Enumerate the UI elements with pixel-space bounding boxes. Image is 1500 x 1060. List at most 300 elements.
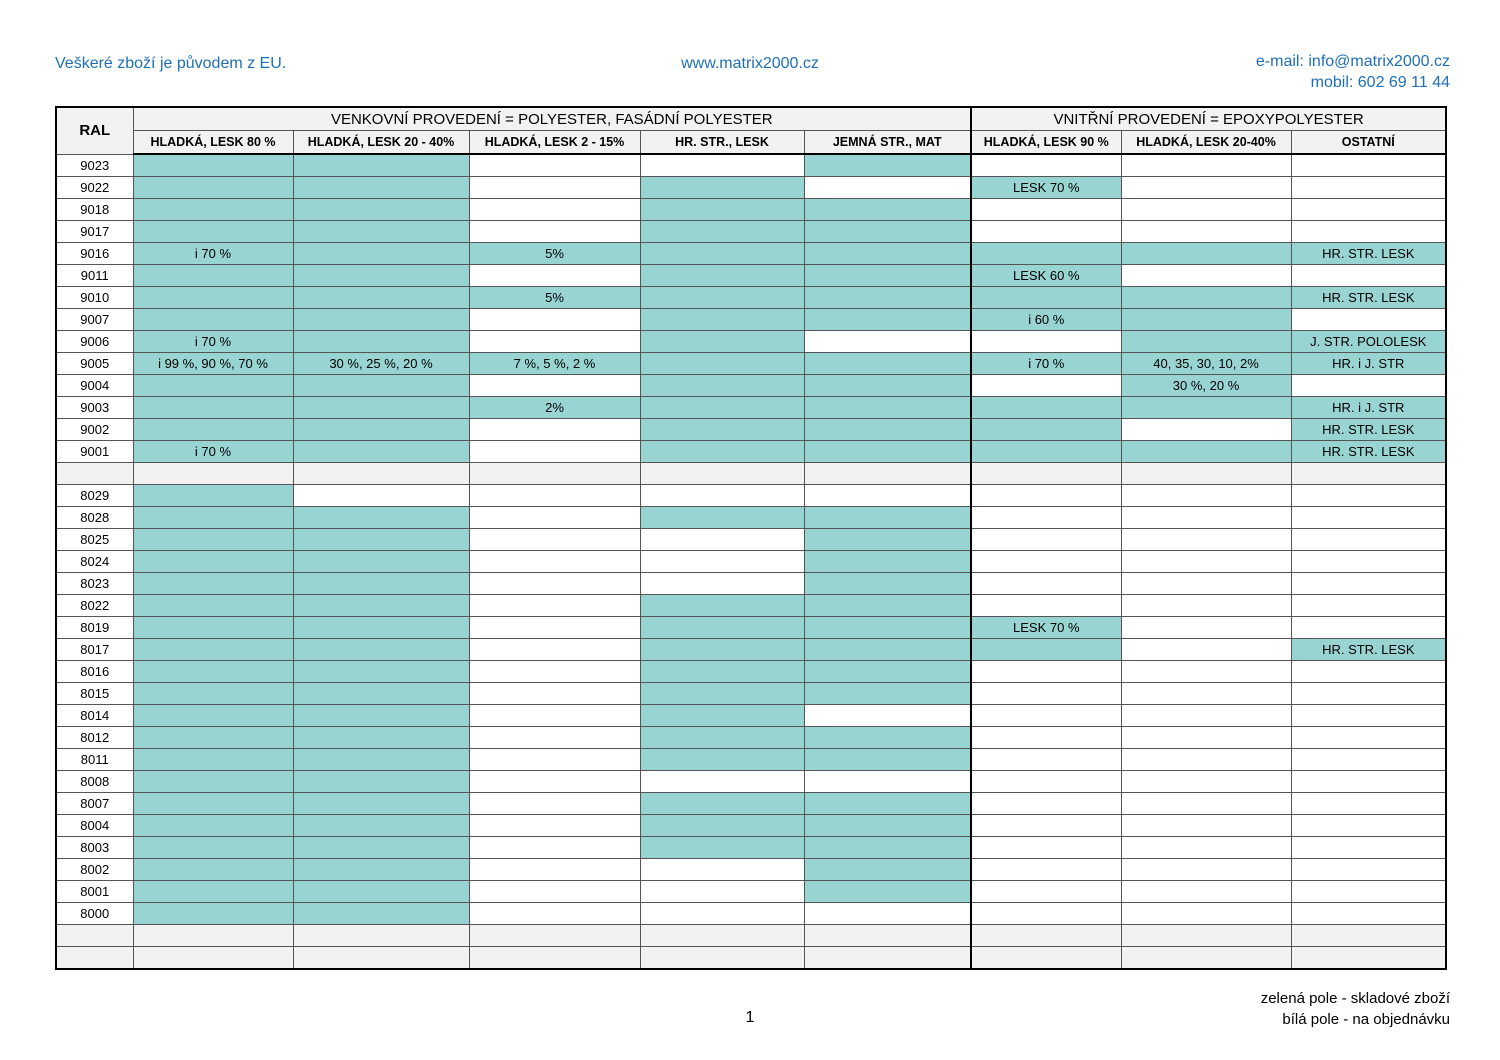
table-cell — [469, 507, 640, 529]
table-cell — [469, 859, 640, 881]
table-cell: i 70 % — [133, 331, 293, 353]
table-cell — [293, 727, 469, 749]
table-cell — [1291, 859, 1446, 881]
table-cell — [971, 837, 1121, 859]
table-row — [56, 551, 1446, 573]
ral-code: 9010 — [56, 287, 133, 309]
ral-code: 8007 — [56, 793, 133, 815]
table-cell — [1121, 463, 1291, 485]
table-cell — [293, 441, 469, 463]
table-cell — [1121, 727, 1291, 749]
table-cell — [1121, 265, 1291, 287]
table-cell — [804, 485, 971, 507]
table-cell — [640, 573, 804, 595]
table-row — [56, 507, 1446, 529]
table-cell — [640, 837, 804, 859]
table-cell — [640, 463, 804, 485]
table-cell — [971, 749, 1121, 771]
table-cell — [293, 419, 469, 441]
ral-code: 9004 — [56, 375, 133, 397]
table-cell — [971, 793, 1121, 815]
table-cell — [469, 485, 640, 507]
ral-code: 8002 — [56, 859, 133, 881]
table-cell — [971, 815, 1121, 837]
ral-availability-table — [55, 106, 1447, 970]
table-row — [56, 661, 1446, 683]
table-cell — [293, 837, 469, 859]
ral-code: 8014 — [56, 705, 133, 727]
table-cell — [133, 265, 293, 287]
table-cell — [971, 771, 1121, 793]
table-cell — [804, 859, 971, 881]
table-cell — [640, 551, 804, 573]
table-cell — [293, 771, 469, 793]
table-cell — [293, 617, 469, 639]
table-row — [56, 925, 1446, 947]
table-cell — [804, 154, 971, 177]
table-cell — [469, 617, 640, 639]
ral-code: 8011 — [56, 749, 133, 771]
table-cell: 30 %, 20 % — [1121, 375, 1291, 397]
table-cell — [293, 595, 469, 617]
table-cell — [804, 903, 971, 925]
table-cell — [133, 617, 293, 639]
table-cell — [1291, 309, 1446, 331]
table-cell — [293, 375, 469, 397]
ral-code: 8024 — [56, 551, 133, 573]
table-cell — [1121, 595, 1291, 617]
table-cell — [971, 925, 1121, 947]
table-cell — [1291, 727, 1446, 749]
table-cell — [469, 595, 640, 617]
ral-code: 8000 — [56, 903, 133, 925]
table-cell — [293, 331, 469, 353]
table-cell — [293, 947, 469, 970]
table-row — [56, 463, 1446, 485]
table-cell — [1121, 859, 1291, 881]
table-cell — [804, 925, 971, 947]
ral-code — [56, 925, 133, 947]
table-cell — [469, 903, 640, 925]
table-cell — [971, 881, 1121, 903]
table-cell — [1291, 154, 1446, 177]
table-row — [56, 573, 1446, 595]
table-cell — [640, 705, 804, 727]
ral-code: 8019 — [56, 617, 133, 639]
table-cell — [133, 947, 293, 970]
table-cell — [293, 265, 469, 287]
table-cell — [469, 815, 640, 837]
table-cell: i 60 % — [971, 309, 1121, 331]
table-cell — [971, 485, 1121, 507]
table-cell — [640, 485, 804, 507]
table-cell: i 70 % — [971, 353, 1121, 375]
table-cell — [293, 925, 469, 947]
ral-code: 8001 — [56, 881, 133, 903]
table-cell — [971, 551, 1121, 573]
table-row — [56, 243, 1446, 265]
table-cell — [293, 199, 469, 221]
table-cell — [1291, 881, 1446, 903]
table-cell — [469, 881, 640, 903]
table-cell — [640, 199, 804, 221]
table-cell — [469, 793, 640, 815]
table-row — [56, 749, 1446, 771]
ral-code: 9022 — [56, 177, 133, 199]
table-cell — [804, 815, 971, 837]
table-cell: 30 %, 25 %, 20 % — [293, 353, 469, 375]
table-cell — [804, 705, 971, 727]
table-cell — [469, 551, 640, 573]
table-cell — [971, 639, 1121, 661]
table-cell — [133, 375, 293, 397]
table-cell — [469, 925, 640, 947]
table-cell: i 99 %, 90 %, 70 % — [133, 353, 293, 375]
table-cell — [133, 154, 293, 177]
table-row — [56, 309, 1446, 331]
table-cell — [293, 859, 469, 881]
table-cell — [469, 661, 640, 683]
table-cell — [469, 375, 640, 397]
table-cell — [804, 353, 971, 375]
table-cell — [804, 529, 971, 551]
table-cell — [804, 441, 971, 463]
table-row — [56, 771, 1446, 793]
table-cell — [640, 925, 804, 947]
table-cell — [1121, 881, 1291, 903]
table-cell — [133, 463, 293, 485]
header-website: www.matrix2000.cz — [681, 55, 819, 72]
table-cell — [804, 199, 971, 221]
table-cell — [1291, 595, 1446, 617]
ral-code: 9007 — [56, 309, 133, 331]
table-cell — [293, 661, 469, 683]
table-cell — [1121, 947, 1291, 970]
table-cell — [804, 749, 971, 771]
table-cell — [469, 265, 640, 287]
table-cell — [640, 529, 804, 551]
table-cell — [1121, 221, 1291, 243]
table-cell — [1291, 947, 1446, 970]
column-header: HLADKÁ, LESK 2 - 15% — [469, 131, 640, 155]
header-origin-note: Veškeré zboží je původem z EU. — [55, 55, 287, 72]
table-cell — [971, 419, 1121, 441]
table-cell — [804, 419, 971, 441]
ral-code: 8028 — [56, 507, 133, 529]
ral-code: 8029 — [56, 485, 133, 507]
table-cell — [1121, 573, 1291, 595]
table-cell — [133, 815, 293, 837]
table-cell — [293, 221, 469, 243]
table-cell — [804, 837, 971, 859]
table-row — [56, 221, 1446, 243]
table-cell: 40, 35, 30, 10, 2% — [1121, 353, 1291, 375]
ral-code: 9023 — [56, 154, 133, 177]
column-header: HLADKÁ, LESK 80 % — [133, 131, 293, 155]
table-cell — [133, 551, 293, 573]
table-cell — [133, 837, 293, 859]
ral-code: 9006 — [56, 331, 133, 353]
header-contact — [1256, 51, 1450, 93]
table-cell — [640, 771, 804, 793]
table-cell — [133, 177, 293, 199]
table-cell — [1121, 177, 1291, 199]
table-cell — [1291, 221, 1446, 243]
table-cell — [133, 749, 293, 771]
table-cell — [804, 507, 971, 529]
table-cell — [640, 265, 804, 287]
group-header-row — [56, 107, 1446, 131]
ral-code — [56, 463, 133, 485]
table-cell — [133, 397, 293, 419]
table-cell — [640, 441, 804, 463]
table-cell — [640, 903, 804, 925]
table-cell — [133, 771, 293, 793]
table-cell — [293, 793, 469, 815]
table-cell — [971, 507, 1121, 529]
table-cell — [804, 793, 971, 815]
table-cell — [1121, 331, 1291, 353]
column-header: HR. STR., LESK — [640, 131, 804, 155]
table-cell — [804, 177, 971, 199]
table-cell — [1121, 309, 1291, 331]
table-cell — [469, 331, 640, 353]
table-cell — [469, 529, 640, 551]
table-cell: J. STR. POLOLESK — [1291, 331, 1446, 353]
table-cell — [640, 793, 804, 815]
table-cell — [1291, 375, 1446, 397]
table-cell — [1291, 903, 1446, 925]
table-cell — [133, 793, 293, 815]
table-cell — [640, 683, 804, 705]
table-cell — [133, 573, 293, 595]
table-cell — [133, 925, 293, 947]
table-cell — [133, 221, 293, 243]
ral-code: 8015 — [56, 683, 133, 705]
table-cell — [1121, 639, 1291, 661]
table-cell — [293, 705, 469, 727]
table-cell — [640, 177, 804, 199]
group-outdoor-header: VENKOVNÍ PROVEDENÍ = POLYESTER, FASÁDNÍ POLYESTER — [133, 107, 971, 131]
table-cell — [640, 375, 804, 397]
table-cell — [469, 639, 640, 661]
table-cell — [1291, 485, 1446, 507]
table-cell — [1291, 463, 1446, 485]
table-cell — [1121, 749, 1291, 771]
table-cell — [1291, 265, 1446, 287]
table-cell — [1291, 661, 1446, 683]
table-cell — [971, 727, 1121, 749]
ral-code — [56, 947, 133, 970]
table-cell — [971, 463, 1121, 485]
table-cell — [469, 771, 640, 793]
table-cell — [293, 177, 469, 199]
table-cell — [804, 947, 971, 970]
ral-code: 9005 — [56, 353, 133, 375]
table-cell — [1121, 925, 1291, 947]
ral-code: 9018 — [56, 199, 133, 221]
ral-code: 9017 — [56, 221, 133, 243]
table-cell — [640, 617, 804, 639]
table-cell — [469, 419, 640, 441]
table-cell — [1121, 617, 1291, 639]
table-cell — [971, 375, 1121, 397]
header-email: e-mail: info@matrix2000.cz — [1255, 53, 1450, 70]
table-cell — [1291, 177, 1446, 199]
table-cell — [1291, 705, 1446, 727]
ral-code: 9011 — [56, 265, 133, 287]
table-cell — [971, 859, 1121, 881]
table-cell: LESK 70 % — [971, 177, 1121, 199]
table-cell — [293, 287, 469, 309]
table-cell: LESK 70 % — [971, 617, 1121, 639]
table-cell — [133, 595, 293, 617]
table-row — [56, 353, 1446, 375]
table-cell — [469, 683, 640, 705]
table-cell: 5% — [469, 243, 640, 265]
table-cell — [640, 859, 804, 881]
table-cell: i 70 % — [133, 243, 293, 265]
table-cell — [804, 683, 971, 705]
table-cell — [971, 683, 1121, 705]
ral-code: 8022 — [56, 595, 133, 617]
table-cell — [1291, 749, 1446, 771]
table-cell — [804, 595, 971, 617]
table-cell — [293, 749, 469, 771]
table-cell — [1121, 397, 1291, 419]
table-row — [56, 265, 1446, 287]
table-cell — [1121, 771, 1291, 793]
table-cell — [640, 221, 804, 243]
table-cell — [971, 903, 1121, 925]
table-row — [56, 199, 1446, 221]
table-cell — [804, 573, 971, 595]
table-cell: HR. STR. LESK — [1291, 441, 1446, 463]
table-cell — [1291, 507, 1446, 529]
table-cell — [971, 661, 1121, 683]
table-row — [56, 419, 1446, 441]
table-row — [56, 639, 1446, 661]
table-row — [56, 793, 1446, 815]
table-cell — [971, 243, 1121, 265]
table-cell — [293, 243, 469, 265]
table-cell — [1291, 199, 1446, 221]
table-cell — [1291, 573, 1446, 595]
column-header: JEMNÁ STR., MAT — [804, 131, 971, 155]
ral-code: 8016 — [56, 661, 133, 683]
ral-code: 9016 — [56, 243, 133, 265]
table-cell — [133, 683, 293, 705]
legend-green: zelená pole - skladové zboží — [1260, 990, 1450, 1007]
table-cell — [804, 375, 971, 397]
table-cell — [804, 463, 971, 485]
ral-code: 9001 — [56, 441, 133, 463]
table-cell — [640, 287, 804, 309]
table-cell — [293, 903, 469, 925]
table-cell — [971, 529, 1121, 551]
table-cell — [971, 397, 1121, 419]
table-cell — [971, 705, 1121, 727]
table-cell — [1121, 705, 1291, 727]
table-cell — [640, 309, 804, 331]
table-row — [56, 705, 1446, 727]
table-cell — [133, 639, 293, 661]
table-cell — [469, 705, 640, 727]
table-cell — [971, 441, 1121, 463]
table-cell — [1291, 837, 1446, 859]
group-indoor-header: VNITŘNÍ PROVEDENÍ = EPOXYPOLYESTER — [971, 107, 1446, 131]
table-cell — [293, 815, 469, 837]
table-cell — [1121, 243, 1291, 265]
table-cell: 7 %, 5 %, 2 % — [469, 353, 640, 375]
table-cell — [133, 661, 293, 683]
table-cell — [469, 947, 640, 970]
legend — [1261, 988, 1450, 1030]
table-cell — [640, 815, 804, 837]
table-cell — [469, 727, 640, 749]
table-cell — [133, 859, 293, 881]
ral-code: 9002 — [56, 419, 133, 441]
table-cell — [1291, 529, 1446, 551]
table-cell — [971, 947, 1121, 970]
table-cell — [1121, 154, 1291, 177]
table-cell — [469, 749, 640, 771]
table-cell — [293, 463, 469, 485]
table-cell — [804, 771, 971, 793]
table-cell — [293, 309, 469, 331]
header-phone: mobil: 602 69 11 44 — [1310, 74, 1450, 91]
table-cell — [804, 221, 971, 243]
table-cell — [1291, 683, 1446, 705]
table-row — [56, 595, 1446, 617]
ral-column-header: RAL — [56, 107, 133, 154]
table-cell — [469, 441, 640, 463]
table-cell — [133, 903, 293, 925]
table-cell — [640, 727, 804, 749]
table-cell — [971, 199, 1121, 221]
table-row — [56, 727, 1446, 749]
column-header: HLADKÁ, LESK 90 % — [971, 131, 1121, 155]
table-cell — [1121, 903, 1291, 925]
table-cell — [640, 397, 804, 419]
table-cell — [804, 287, 971, 309]
page-number: 1 — [745, 1009, 755, 1026]
ral-code: 8008 — [56, 771, 133, 793]
table-cell — [133, 727, 293, 749]
table-cell — [293, 529, 469, 551]
table-cell — [133, 287, 293, 309]
table-cell — [804, 881, 971, 903]
table-cell — [640, 243, 804, 265]
table-cell: HR. i J. STR — [1291, 353, 1446, 375]
table-cell — [640, 154, 804, 177]
column-header: HLADKÁ, LESK 20-40% — [1121, 131, 1291, 155]
table-row — [56, 154, 1446, 177]
table-cell — [133, 507, 293, 529]
table-cell — [1291, 771, 1446, 793]
table-cell — [469, 154, 640, 177]
ral-code: 9003 — [56, 397, 133, 419]
table-cell — [971, 154, 1121, 177]
table-cell — [640, 947, 804, 970]
table-cell: HR. STR. LESK — [1291, 243, 1446, 265]
table-cell — [804, 551, 971, 573]
column-header: OSTATNÍ — [1291, 131, 1446, 155]
table-cell — [804, 397, 971, 419]
table-row — [56, 947, 1446, 970]
table-cell — [469, 221, 640, 243]
table-cell — [1121, 551, 1291, 573]
